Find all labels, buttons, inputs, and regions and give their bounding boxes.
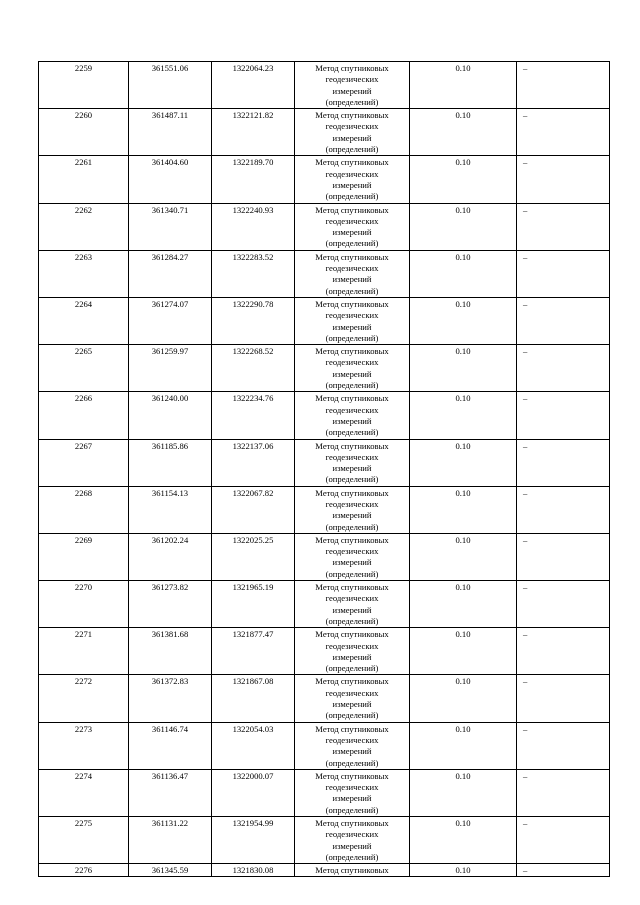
y-coordinate-cell: 1321877.47 <box>212 628 295 675</box>
table-row <box>39 203 610 250</box>
method-line: Метод спутниковых <box>315 487 389 498</box>
x-coordinate-cell: 361259.97 <box>129 345 212 392</box>
method-cell <box>295 109 410 156</box>
point-number-cell: 2266 <box>39 392 129 439</box>
coordinates-table <box>38 61 610 877</box>
table-row <box>39 817 610 864</box>
method-line: Метод спутниковых <box>315 346 389 357</box>
method-line: (определений) <box>325 144 379 155</box>
x-coordinate-cell: 361381.68 <box>129 628 212 675</box>
x-coordinate-cell: 361340.71 <box>129 203 212 250</box>
x-coordinate-cell: 361136.47 <box>129 769 212 816</box>
x-coordinate-cell: 361551.06 <box>129 62 212 109</box>
table-row <box>39 533 610 580</box>
method-line: геодезических <box>325 782 379 793</box>
accuracy-cell: 0.10 <box>410 675 517 722</box>
point-number-cell: 2269 <box>39 533 129 580</box>
note-cell: – <box>517 297 610 344</box>
table-row <box>39 345 610 392</box>
note-cell: – <box>517 62 610 109</box>
note-cell: – <box>517 486 610 533</box>
method-line: Метод спутниковых <box>315 298 389 309</box>
accuracy-cell: 0.10 <box>410 628 517 675</box>
method-cell <box>295 817 410 864</box>
x-coordinate-cell: 361274.07 <box>129 297 212 344</box>
accuracy-cell: 0.10 <box>410 156 517 203</box>
method-line: Метод спутниковых <box>315 770 389 781</box>
x-coordinate-cell: 361131.22 <box>129 817 212 864</box>
y-coordinate-cell: 1322064.23 <box>212 62 295 109</box>
note-cell: – <box>517 675 610 722</box>
method-line: измерений <box>332 746 372 757</box>
method-line: Метод спутниковых <box>315 393 389 404</box>
method-line: измерений <box>332 604 372 615</box>
method-line: (определений) <box>325 804 379 815</box>
method-cell <box>295 769 410 816</box>
y-coordinate-cell: 1322290.78 <box>212 297 295 344</box>
x-coordinate-cell: 361345.59 <box>129 864 212 877</box>
point-number-cell: 2260 <box>39 109 129 156</box>
x-coordinate-cell: 361240.00 <box>129 392 212 439</box>
method-line: Метод спутниковых <box>315 534 389 545</box>
y-coordinate-cell: 1322000.07 <box>212 769 295 816</box>
table-row <box>39 675 610 722</box>
method-line: геодезических <box>325 593 379 604</box>
accuracy-cell: 0.10 <box>410 62 517 109</box>
note-cell: – <box>517 817 610 864</box>
method-line: измерений <box>332 793 372 804</box>
method-line: Метод спутниковых <box>315 251 389 262</box>
table-row <box>39 486 610 533</box>
x-coordinate-cell: 361154.13 <box>129 486 212 533</box>
point-number-cell: 2265 <box>39 345 129 392</box>
method-line: измерений <box>332 463 372 474</box>
point-number-cell: 2259 <box>39 62 129 109</box>
x-coordinate-cell: 361404.60 <box>129 156 212 203</box>
method-line: измерений <box>332 274 372 285</box>
y-coordinate-cell: 1321867.08 <box>212 675 295 722</box>
point-number-cell: 2261 <box>39 156 129 203</box>
method-line: Метод спутниковых <box>315 157 389 168</box>
method-cell <box>295 628 410 675</box>
method-line: (определений) <box>325 285 379 296</box>
method-line: геодезических <box>325 640 379 651</box>
method-line: (определений) <box>325 757 379 768</box>
point-number-cell: 2276 <box>39 864 129 877</box>
method-line: измерений <box>332 132 372 143</box>
method-line: измерений <box>332 510 372 521</box>
table-row <box>39 628 610 675</box>
method-cell <box>295 345 410 392</box>
note-cell: – <box>517 345 610 392</box>
note-cell: – <box>517 156 610 203</box>
method-line: Метод спутниковых <box>315 723 389 734</box>
point-number-cell: 2268 <box>39 486 129 533</box>
y-coordinate-cell: 1321965.19 <box>212 581 295 628</box>
accuracy-cell: 0.10 <box>410 864 517 877</box>
method-line: (определений) <box>325 663 379 674</box>
x-coordinate-cell: 361284.27 <box>129 250 212 297</box>
x-coordinate-cell: 361185.86 <box>129 439 212 486</box>
method-line: геодезических <box>325 451 379 462</box>
method-line: измерений <box>332 179 372 190</box>
method-line: (определений) <box>325 191 379 202</box>
method-cell <box>295 675 410 722</box>
coordinates-table-sheet <box>38 61 609 877</box>
method-line: Метод спутниковых <box>315 676 389 687</box>
method-cell <box>295 864 410 877</box>
note-cell: – <box>517 722 610 769</box>
accuracy-cell: 0.10 <box>410 392 517 439</box>
note-cell: – <box>517 439 610 486</box>
note-cell: – <box>517 109 610 156</box>
method-line: (определений) <box>325 710 379 721</box>
method-line: измерений <box>332 415 372 426</box>
method-line: измерений <box>332 85 372 96</box>
point-number-cell: 2264 <box>39 297 129 344</box>
method-line: (определений) <box>325 427 379 438</box>
method-line: (определений) <box>325 851 379 862</box>
y-coordinate-cell: 1322137.06 <box>212 439 295 486</box>
method-line: измерений <box>332 227 372 238</box>
method-line: геодезических <box>325 263 379 274</box>
point-number-cell: 2275 <box>39 817 129 864</box>
x-coordinate-cell: 361146.74 <box>129 722 212 769</box>
method-line: Метод спутниковых <box>315 818 389 828</box>
note-cell: – <box>517 250 610 297</box>
method-line: измерений <box>332 321 372 332</box>
table-row <box>39 864 610 877</box>
y-coordinate-cell: 1322054.03 <box>212 722 295 769</box>
x-coordinate-cell: 361372.83 <box>129 675 212 722</box>
note-cell: – <box>517 864 610 877</box>
method-line: геодезических <box>325 121 379 132</box>
y-coordinate-cell: 1322234.76 <box>212 392 295 439</box>
method-cell <box>295 581 410 628</box>
method-line: геодезических <box>325 734 379 745</box>
accuracy-cell: 0.10 <box>410 817 517 864</box>
point-number-cell: 2262 <box>39 203 129 250</box>
note-cell: – <box>517 769 610 816</box>
method-cell <box>295 533 410 580</box>
x-coordinate-cell: 361487.11 <box>129 109 212 156</box>
point-number-cell: 2270 <box>39 581 129 628</box>
table-row <box>39 769 610 816</box>
method-cell <box>295 203 410 250</box>
table-row <box>39 109 610 156</box>
y-coordinate-cell: 1322240.93 <box>212 203 295 250</box>
accuracy-cell: 0.10 <box>410 533 517 580</box>
method-line: Метод спутниковых <box>315 110 389 121</box>
point-number-cell: 2271 <box>39 628 129 675</box>
table-row <box>39 62 610 109</box>
point-number-cell: 2263 <box>39 250 129 297</box>
method-line: геодезических <box>325 404 379 415</box>
point-number-cell: 2273 <box>39 722 129 769</box>
method-line: (определений) <box>325 568 379 579</box>
point-number-cell: 2272 <box>39 675 129 722</box>
method-line: измерений <box>332 368 372 379</box>
table-row <box>39 439 610 486</box>
method-line: Метод спутниковых <box>315 629 389 640</box>
method-line: измерений <box>332 840 372 851</box>
table-body <box>39 62 610 877</box>
note-cell: – <box>517 533 610 580</box>
method-cell <box>295 250 410 297</box>
method-line: геодезических <box>325 310 379 321</box>
method-line: геодезических <box>325 357 379 368</box>
table-row <box>39 297 610 344</box>
accuracy-cell: 0.10 <box>410 250 517 297</box>
method-cell <box>295 486 410 533</box>
accuracy-cell: 0.10 <box>410 439 517 486</box>
method-line: (определений) <box>325 380 379 391</box>
point-number-cell: 2267 <box>39 439 129 486</box>
method-cell <box>295 439 410 486</box>
table-row <box>39 722 610 769</box>
method-line: (определений) <box>325 238 379 249</box>
y-coordinate-cell: 1322283.52 <box>212 250 295 297</box>
accuracy-cell: 0.10 <box>410 345 517 392</box>
method-line: геодезических <box>325 498 379 509</box>
note-cell: – <box>517 203 610 250</box>
method-line: (определений) <box>325 474 379 485</box>
accuracy-cell: 0.10 <box>410 297 517 344</box>
table-row <box>39 392 610 439</box>
table-row <box>39 250 610 297</box>
accuracy-cell: 0.10 <box>410 769 517 816</box>
method-cell <box>295 156 410 203</box>
method-line: измерений <box>332 651 372 662</box>
y-coordinate-cell: 1322189.70 <box>212 156 295 203</box>
method-line: геодезических <box>325 546 379 557</box>
method-cell <box>295 62 410 109</box>
accuracy-cell: 0.10 <box>410 109 517 156</box>
y-coordinate-cell: 1322067.82 <box>212 486 295 533</box>
method-line: (определений) <box>325 96 379 107</box>
method-line: (определений) <box>325 332 379 343</box>
method-cell <box>295 722 410 769</box>
method-line: измерений <box>332 699 372 710</box>
method-line: геодезических <box>325 829 379 840</box>
method-cell <box>295 297 410 344</box>
point-number-cell: 2274 <box>39 769 129 816</box>
y-coordinate-cell: 1322025.25 <box>212 533 295 580</box>
accuracy-cell: 0.10 <box>410 722 517 769</box>
method-cell <box>295 392 410 439</box>
accuracy-cell: 0.10 <box>410 203 517 250</box>
table-row <box>39 156 610 203</box>
note-cell: – <box>517 392 610 439</box>
method-line: геодезических <box>325 74 379 85</box>
y-coordinate-cell: 1321830.08 <box>212 864 295 877</box>
accuracy-cell: 0.10 <box>410 581 517 628</box>
method-line: Метод спутниковых <box>315 582 389 593</box>
accuracy-cell: 0.10 <box>410 486 517 533</box>
y-coordinate-cell: 1321954.99 <box>212 817 295 864</box>
note-cell: – <box>517 581 610 628</box>
method-line: геодезических <box>325 168 379 179</box>
method-line: (определений) <box>325 521 379 532</box>
y-coordinate-cell: 1322268.52 <box>212 345 295 392</box>
method-line: Метод спутниковых <box>315 440 389 451</box>
method-line: Метод спутниковых <box>315 204 389 215</box>
note-cell: – <box>517 628 610 675</box>
method-line: Метод спутниковых <box>315 63 389 73</box>
x-coordinate-cell: 361273.82 <box>129 581 212 628</box>
method-line: Метод спутниковых <box>315 865 389 876</box>
method-line: геодезических <box>325 215 379 226</box>
method-line: (определений) <box>325 615 379 626</box>
table-row <box>39 581 610 628</box>
x-coordinate-cell: 361202.24 <box>129 533 212 580</box>
method-line: измерений <box>332 557 372 568</box>
y-coordinate-cell: 1322121.82 <box>212 109 295 156</box>
method-line: геодезических <box>325 687 379 698</box>
